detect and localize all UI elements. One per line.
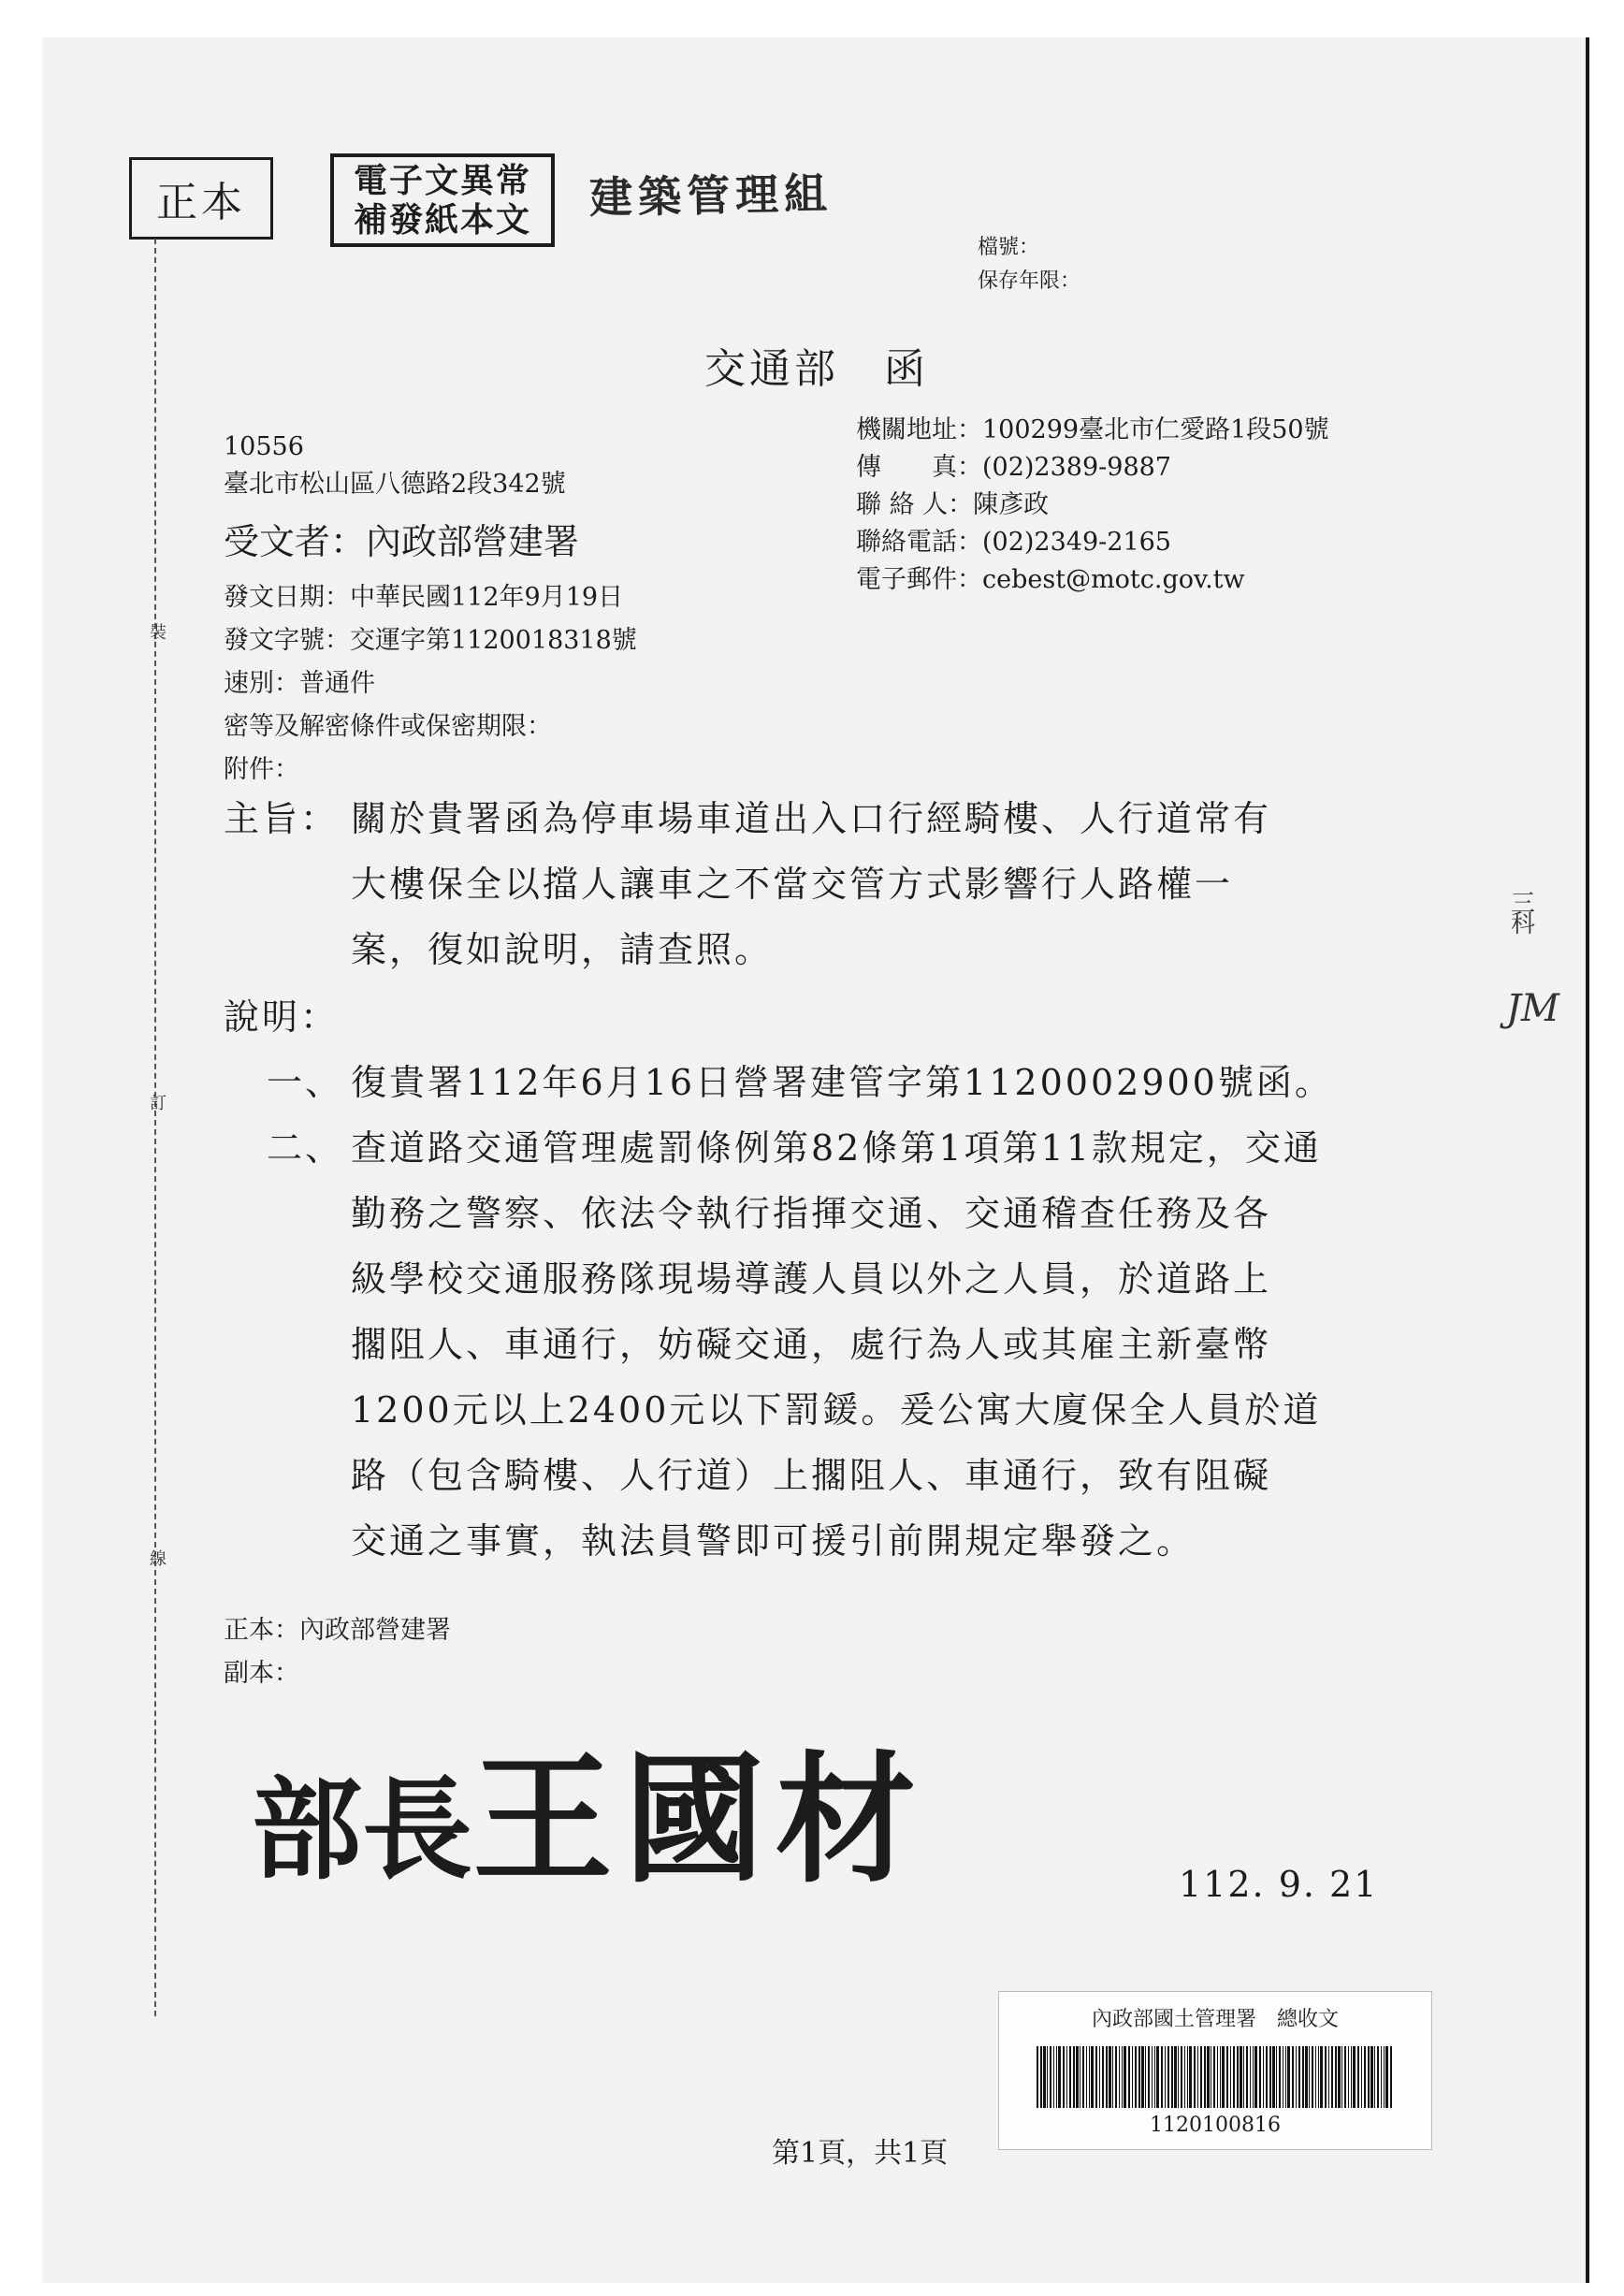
barcode-bar (1069, 2046, 1071, 2108)
attachments: 附件： (224, 755, 299, 784)
barcode-bar (1217, 2046, 1218, 2108)
barcode-bar (1341, 2046, 1342, 2108)
barcode-bar (1233, 2046, 1235, 2108)
department-stamp: 建築管理組 (588, 167, 834, 224)
barcode-bar (1204, 2046, 1206, 2108)
barcode-bar (1263, 2046, 1264, 2108)
minister-signature (252, 1737, 928, 1902)
barcode-bar (1381, 2046, 1382, 2108)
barcode-bar (1184, 2046, 1185, 2108)
barcode-bar (1037, 2046, 1038, 2108)
barcode-bar (1141, 2046, 1144, 2108)
binding-mark-bind: 裝 (150, 623, 167, 643)
barcode-bar (1357, 2046, 1359, 2108)
barcode-bar (1189, 2046, 1192, 2108)
barcode-bar (1237, 2046, 1239, 2108)
barcode-bar (1368, 2046, 1370, 2108)
barcode-bar (1056, 2046, 1057, 2108)
issue-info-block (224, 576, 637, 792)
barcode-bar (1384, 2046, 1385, 2108)
barcode-bar (1344, 2046, 1346, 2108)
barcode-bar (1292, 2046, 1294, 2108)
barcode-bar (1213, 2046, 1215, 2108)
reissue-paper-stamp (330, 153, 555, 247)
barcode-bar (1364, 2046, 1366, 2108)
barcode-bar (1106, 2046, 1108, 2108)
barcode-bar (1287, 2046, 1290, 2108)
barcode-bar (1086, 2046, 1087, 2108)
barcode-bar (1043, 2046, 1046, 2108)
barcode-bar (1240, 2046, 1242, 2108)
barcode-bar (1328, 2046, 1329, 2108)
barcode-bar (1095, 2046, 1097, 2108)
barcode-bar (1279, 2046, 1281, 2108)
barcode-bar (1253, 2046, 1254, 2108)
barcode-bar (1309, 2046, 1310, 2108)
barcode-bar (1254, 2046, 1257, 2108)
recipient-name: 受文者：內政部營建署 (224, 521, 580, 562)
barcode-image (1035, 2046, 1396, 2108)
barcode-bar (1154, 2046, 1155, 2108)
barcode-bar (1230, 2046, 1231, 2108)
barcode-bar (1335, 2046, 1337, 2108)
barcode-bar (1148, 2046, 1150, 2108)
barcode-bar (1361, 2046, 1362, 2108)
barcode-bar (1259, 2046, 1261, 2108)
barcode-bar (1246, 2046, 1248, 2108)
barcode-bar (1348, 2046, 1349, 2108)
distribution-original: 正本：內政部營建署 (224, 1616, 451, 1645)
received-date: 112. 9. 21 (1179, 1864, 1379, 1905)
binding-mark-staple: 訂 (150, 1094, 167, 1113)
barcode-bar (1040, 2046, 1042, 2108)
receipt-office: 內政部國土管理署 總收文 (1091, 2008, 1339, 2031)
barcode-bar (1102, 2046, 1104, 2108)
barcode-bar (1135, 2046, 1137, 2108)
barcode-bar (1132, 2046, 1133, 2108)
margin-initials: JM (1506, 987, 1559, 1030)
receipt-barcode-label (998, 1991, 1432, 2150)
barcode-bar (1269, 2046, 1271, 2108)
barcode-bar (1226, 2046, 1228, 2108)
agency-info-row: 聯絡電話：(02)2349-2165 (856, 528, 1171, 557)
document-page (42, 37, 1589, 2283)
page-number: 第1頁，共1頁 (772, 2137, 949, 2170)
barcode-bar (1066, 2046, 1067, 2108)
original-copy-stamp: 正本 (129, 157, 273, 240)
barcode-bar (1122, 2046, 1123, 2108)
barcode-bar (1312, 2046, 1313, 2108)
barcode-bar (1138, 2046, 1140, 2108)
barcode-bar (1305, 2046, 1308, 2108)
recipient-postal-code: 10556 (224, 432, 304, 461)
barcode-bar (1109, 2046, 1111, 2108)
barcode-bar (1073, 2046, 1075, 2108)
margin-note: 三科 (1511, 890, 1536, 938)
barcode-bar (1325, 2046, 1327, 2108)
barcode-bar (1200, 2046, 1202, 2108)
reissue-stamp-line1: 電子文異常 (353, 161, 531, 200)
barcode-bar (1161, 2046, 1163, 2108)
barcode-bar (1338, 2046, 1341, 2108)
explanation-item-1-number: 一、 (267, 1062, 344, 1103)
barcode-bar (1050, 2046, 1051, 2108)
barcode-bar (1331, 2046, 1333, 2108)
distribution-copy: 副本： (224, 1659, 299, 1688)
binding-line (154, 239, 156, 2016)
explanation-label: 說明： (224, 996, 340, 1038)
barcode-bar (1128, 2046, 1130, 2108)
barcode-bar (1276, 2046, 1277, 2108)
distribution-block (224, 1609, 451, 1695)
barcode-bar (1115, 2046, 1117, 2108)
reissue-stamp-line2: 補發紙本文 (353, 200, 531, 240)
barcode-bar (1194, 2046, 1196, 2108)
barcode-bar (1302, 2046, 1304, 2108)
barcode-bar (1285, 2046, 1286, 2108)
barcode-bar (1272, 2046, 1275, 2108)
barcode-bar (1091, 2046, 1094, 2108)
receipt-number: 1120100816 (1150, 2114, 1281, 2137)
subject-text: 關於貴署函為停車場車道出入口行經騎樓、人行道常有 大樓保全以擋人讓車之不當交管方式影響行人路權一 案，復如說明，請查照。 (351, 798, 1272, 970)
issue-number: 發文字號：交運字第1120018318號 (224, 626, 637, 655)
signature-name: 王國材 (472, 1737, 928, 1902)
agency-info-row: 傳 真：(02)2389-9887 (856, 453, 1171, 482)
barcode-bar (1374, 2046, 1375, 2108)
issue-date: 發文日期：中華民國112年9月19日 (224, 583, 624, 612)
explanation-item-2-number: 二、 (267, 1127, 344, 1169)
barcode-bar (1315, 2046, 1316, 2108)
barcode-bar (1390, 2046, 1392, 2108)
barcode-bar (1058, 2046, 1061, 2108)
barcode-bar (1152, 2046, 1153, 2108)
confidentiality: 密等及解密條件或保密期限： (224, 712, 552, 741)
barcode-bar (1370, 2046, 1373, 2108)
barcode-bar (1296, 2046, 1297, 2108)
barcode-bar (1318, 2046, 1319, 2108)
barcode-bar (1167, 2046, 1169, 2108)
barcode-bar (1243, 2046, 1244, 2108)
barcode-bar (1385, 2046, 1388, 2108)
binding-mark-line: 線 (150, 1549, 167, 1569)
barcode-bar (1222, 2046, 1225, 2108)
retention-period-label: 保存年限： (978, 269, 1081, 293)
barcode-bar (1220, 2046, 1221, 2108)
document-title: 交通部 函 (704, 345, 929, 393)
barcode-bar (1174, 2046, 1177, 2108)
barcode-bar (1207, 2046, 1210, 2108)
barcode-bar (1047, 2046, 1048, 2108)
barcode-bar (1377, 2046, 1379, 2108)
barcode-bar (1266, 2046, 1268, 2108)
barcode-bar (1197, 2046, 1198, 2108)
barcode-bar (1145, 2046, 1146, 2108)
barcode-bar (1076, 2046, 1079, 2108)
explanation-item-1-text: 復貴署112年6月16日營署建管字第1120002900號函。 (351, 1062, 1333, 1103)
agency-info-row: 聯 絡 人：陳彥政 (856, 490, 1050, 519)
barcode-bar (1353, 2046, 1356, 2108)
recipient-address: 臺北市松山區八德路2段342號 (224, 470, 566, 499)
explanation-item-2-text: 查道路交通管理處罰條例第82條第1項第11款規定，交通 勤務之警察、依法令執行指揮交通、交通稽查任務及各 級學校交通服務隊現場導護人員以外之人員，於道路上 擱阻人、車通行，妨礙交通，處行為人或其雇主新臺幣 1200元以上2400元以下罰鍰。爰公寓大廈保全人員於道 路（包含騎樓、人行道）上擱阻人、車通行，致有阻礙 交通之事實，執法員警即可援引前開規定舉發之。 (351, 1127, 1322, 1562)
barcode-bar (1351, 2046, 1352, 2108)
agency-info-row: 機關地址：100299臺北市仁愛路1段50號 (856, 415, 1329, 444)
barcode-bar (1156, 2046, 1159, 2108)
barcode-bar (1119, 2046, 1120, 2108)
subject-label: 主旨： (224, 798, 340, 839)
signature-title: 部長 (252, 1765, 473, 1895)
barcode-bar (1089, 2046, 1090, 2108)
barcode-bar (1165, 2046, 1166, 2108)
barcode-bar (1171, 2046, 1173, 2108)
file-number-label: 檔號： (978, 236, 1040, 259)
barcode-bar (1099, 2046, 1100, 2108)
agency-info-block (856, 412, 1329, 599)
urgency: 速別：普通件 (224, 669, 375, 698)
barcode-bar (1298, 2046, 1300, 2108)
barcode-bar (1178, 2046, 1179, 2108)
barcode-bar (1320, 2046, 1323, 2108)
barcode-bar (1112, 2046, 1113, 2108)
agency-info-row: 電子郵件：cebest@motc.gov.tw (856, 565, 1245, 594)
barcode-bar (1063, 2046, 1065, 2108)
barcode-bar (1082, 2046, 1084, 2108)
barcode-bar (1181, 2046, 1182, 2108)
barcode-bar (1187, 2046, 1188, 2108)
barcode-bar (1250, 2046, 1251, 2108)
barcode-bar (1124, 2046, 1126, 2108)
barcode-bar (1053, 2046, 1054, 2108)
